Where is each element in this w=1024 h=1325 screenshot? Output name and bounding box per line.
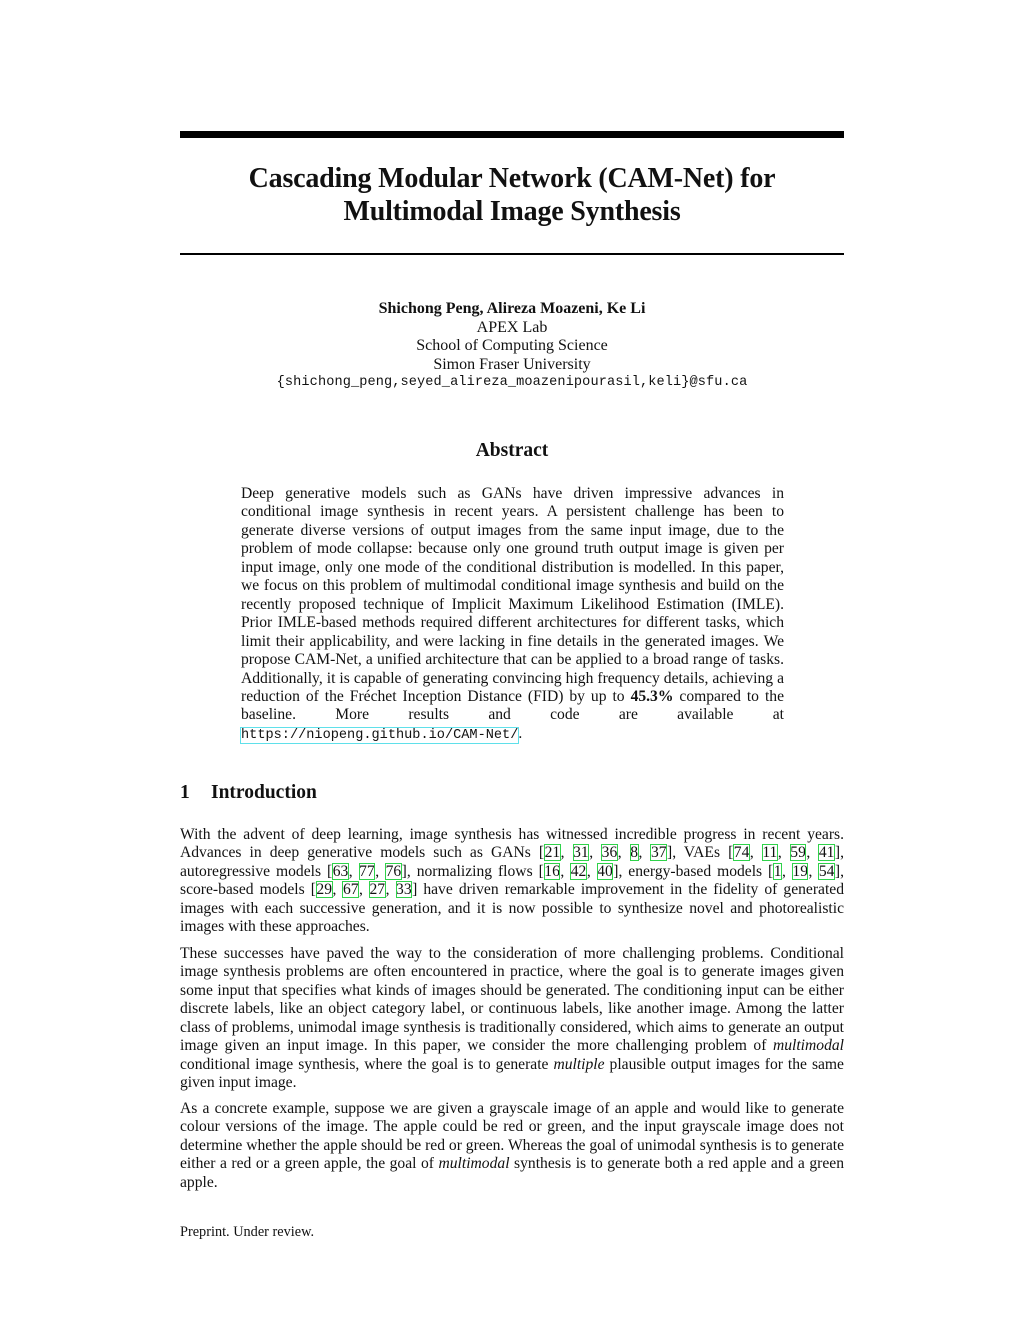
text: synthesis is to generate both a red apple and a green apple. xyxy=(180,1155,844,1191)
citation[interactable]: 63 xyxy=(332,862,349,880)
author-names: Shichong Peng, Alireza Moazeni, Ke Li xyxy=(378,300,646,317)
text: ], score-based models [ xyxy=(180,862,845,899)
project-link[interactable]: https://niopeng.github.io/CAM-Net/ xyxy=(241,727,519,743)
abstract-heading: Abstract xyxy=(475,440,549,461)
citation[interactable]: 74 xyxy=(733,844,750,862)
intro-paragraph-2 xyxy=(180,945,844,1093)
author-emails: {shichong_peng,seyed_alireza_moazenipourasil,keli}@sfu.ca xyxy=(276,375,748,390)
emphasis: multimodal xyxy=(772,1037,844,1055)
citation[interactable]: 33 xyxy=(396,881,412,899)
text: plausible output images for the same given input image. xyxy=(180,1055,844,1092)
preprint-footer: Preprint. Under review. xyxy=(180,1224,315,1240)
citation[interactable]: 67 xyxy=(342,881,359,899)
citation[interactable]: 29 xyxy=(316,881,333,899)
emphasis: multimodal xyxy=(438,1155,510,1173)
intro-paragraph-1: With the advent of deep learning, image synthesis has witnessed incredible progress in recent years. Advances in deep generative models such as GANs [21, 31, 36, 8, 37], VAEs [74, 11, 59, 41], autoregressive models [63, 77, 76], normalizing flows [16, 42, 40], energy-based models [1, 19, 54], score-based models [29, 67, 27, 33] have driven remarkable improvement in the fidelity of generated images with each successive generation, and it is now possible to synthesize novel and photorealistic images with these approaches. xyxy=(180,826,845,936)
section-heading-introduction xyxy=(180,782,317,804)
paper-title xyxy=(180,162,844,228)
citation[interactable]: 54 xyxy=(818,862,835,880)
text: ], energy-based models [ xyxy=(613,862,774,880)
text: conditional image synthesis, where the goal is to generate xyxy=(180,1055,554,1073)
title-rule-bottom xyxy=(180,253,844,255)
text: ], VAEs [ xyxy=(667,844,734,862)
citation[interactable]: 76 xyxy=(385,862,402,880)
title-rule-top xyxy=(180,131,844,138)
citation[interactable]: 11 xyxy=(762,844,778,862)
fid-reduction-value: 45.3% xyxy=(630,687,674,705)
citation[interactable]: 77 xyxy=(359,862,375,880)
affiliation-school: School of Computing Science xyxy=(416,337,608,354)
text: ], autoregressive models [ xyxy=(180,844,845,880)
abstract-text: Deep generative models such as GANs have driven impressive advances in conditional image synthesis in recent years. A persistent challenge has been to generate diverse versions of output images from the same input image, due to the problem of mode collapse: because only one ground truth output image is given per input image, only one mode of the conditional distribution is modelled. In this paper, we focus on this problem of multimodal conditional image synthesis and build on the recently proposed technique of Implicit Maximum Likelihood Estimation (IMLE). Prior IMLE-based methods required different architectures for different tasks, which limit their applicability, and were lacking in fine details in the generated images. We propose CAM-Net, a unified architecture that can be applied to a broad range of tasks. Additionally, it is capable of generating convincing high frequency details, achieving a reduction of the Fréchet Inception Distance (FID) by up to xyxy=(241,485,784,705)
text: ] have driven remarkable improvement in the fidelity of generated images with each successive generation, and it is now possible to synthesize novel and photorealistic images with these approaches. xyxy=(180,881,844,936)
affiliation-university: Simon Fraser University xyxy=(433,355,591,373)
author-block xyxy=(180,300,844,393)
section-number: 1 xyxy=(180,782,190,803)
citation[interactable]: 21 xyxy=(544,844,561,862)
abstract-text-after: compared to the baseline. More results and code are available at xyxy=(241,687,784,724)
abstract-end: . xyxy=(518,724,523,742)
citation[interactable]: 1 xyxy=(773,862,782,880)
title-line-2: Multimodal Image Synthesis xyxy=(343,196,681,227)
title-line-1: Cascading Modular Network (CAM-Net) for xyxy=(248,163,776,194)
intro-paragraph-3 xyxy=(180,1100,844,1192)
citation[interactable]: 31 xyxy=(573,844,589,862)
emphasis: multiple xyxy=(553,1055,605,1073)
text: With the advent of deep learning, image synthesis has witnessed incredible progress in recent years. Advances in deep generative models such as GANs [ xyxy=(180,826,844,862)
citation[interactable]: 40 xyxy=(597,862,613,880)
citation[interactable]: 41 xyxy=(818,844,835,862)
text: These successes have paved the way to the consideration of more challenging problems. Conditional image synthesis problems are often encountered in practice, where the goal is to generate images given some input that specifies what kinds of images should be generated. The conditioning input can be either discrete labels, like an object category label, or continuous labels, like another image. Among the latter class of problems, unimodal image synthesis is traditionally considered, which aims to generate an output image given an input image. In this paper, we consider the more challenging problem of xyxy=(180,945,844,1055)
text: ], normalizing flows [ xyxy=(401,862,544,880)
affiliation-lab: APEX Lab xyxy=(476,318,548,336)
citation[interactable]: 59 xyxy=(790,844,806,862)
citation[interactable]: 19 xyxy=(792,862,808,880)
citation[interactable]: 16 xyxy=(544,862,560,880)
citation[interactable]: 37 xyxy=(650,844,667,862)
text: As a concrete example, suppose we are given a grayscale image of an apple and would like to generate colour versions of the image. The apple could be red or green, and the input grayscale image does not determine whether the apple should be red or green. Whereas the goal of unimodal synthesis is to generate either a red or a green apple, the goal of xyxy=(180,1100,844,1173)
section-title: Introduction xyxy=(211,782,317,803)
abstract-body xyxy=(241,485,784,745)
citation[interactable]: 8 xyxy=(630,844,638,862)
citation[interactable]: 42 xyxy=(570,862,587,880)
citation[interactable]: 27 xyxy=(369,881,386,899)
citation[interactable]: 36 xyxy=(601,844,618,862)
